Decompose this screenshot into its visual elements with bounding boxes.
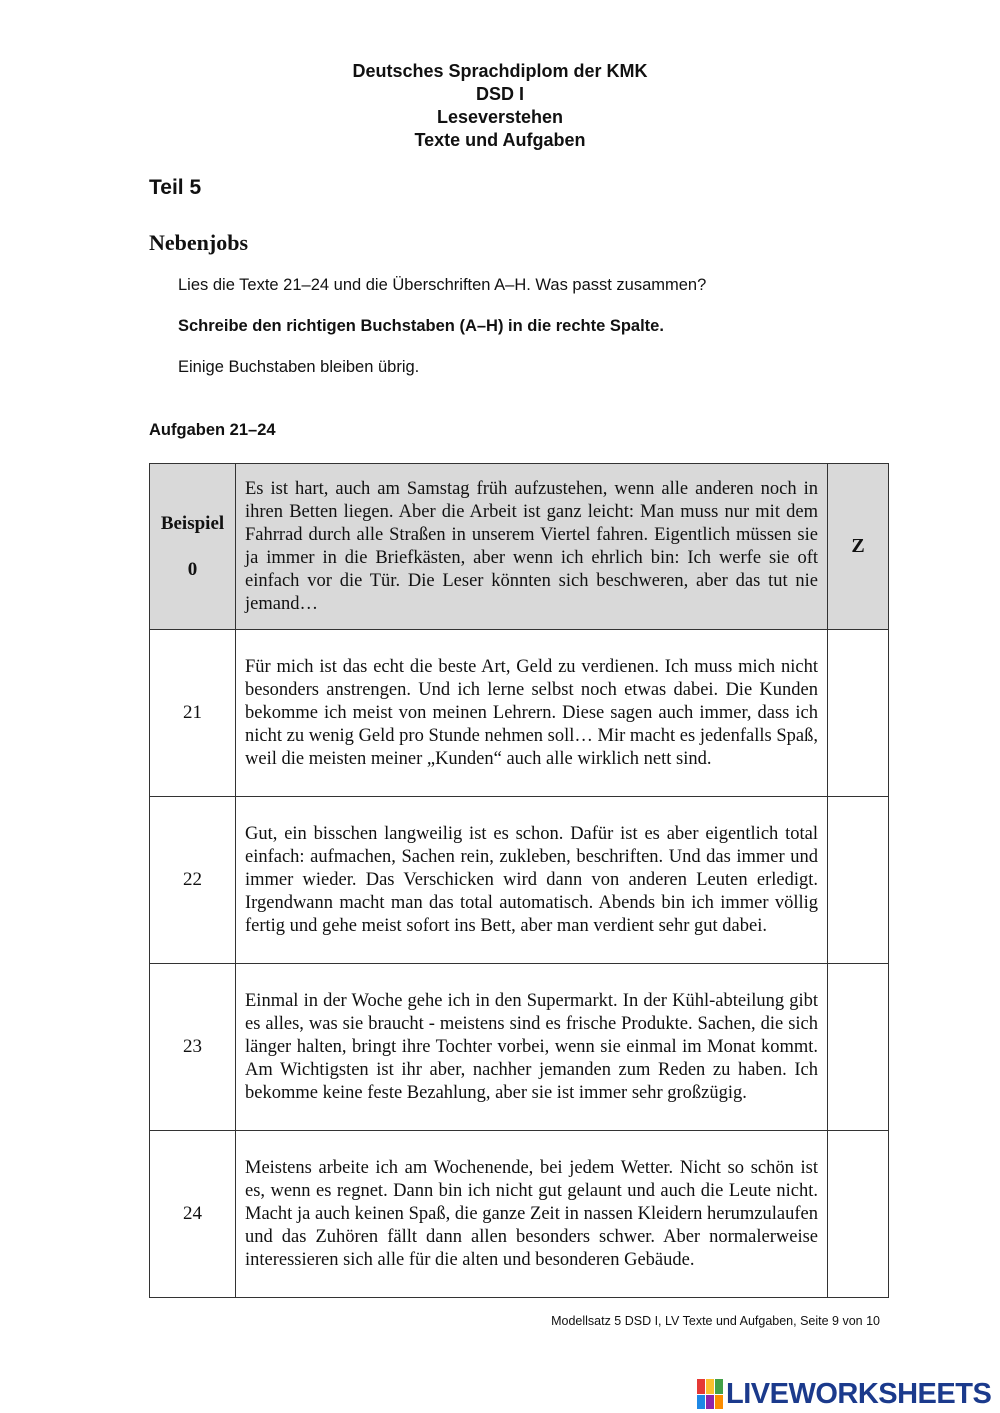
instruction-write: Schreibe den richtigen Buchstaben (A–H) in die rechte Spalte. — [178, 317, 664, 335]
task-text: Meistens arbeite ich am Wochenende, bei jedem Wetter. Nicht so schön ist es, wenn es regnet. Dann bin ich nicht gut gelaunt und auch die Leute nicht. Macht ja auch keinen Spaß, die ganze Zeit in nassen Kleidern herumzulaufen und das Zuhören fällt dann allen besonders schwer. Aber normalerweise interessieren sich alle für die alten und besonderen Gebäude. — [236, 1131, 828, 1298]
task-number: 21 — [150, 630, 236, 797]
example-label-cell — [150, 464, 236, 630]
example-text: Es ist hart, auch am Samstag früh aufzustehen, wenn alle anderen noch in ihren Betten liegen. Aber die Arbeit ist ganz leicht: Man muss nur mit dem Fahrrad durch alle Straßen in unserem Viertel fahren. Eigentlich müssen sie ja immer in die Briefkästen, aber wenn ich ehrlich bin: Ich werfe sie oft einfach vor die Tür. Die Leser könnten sich beschweren, aber das tut nie jemand… — [236, 464, 828, 630]
task-number: 24 — [150, 1131, 236, 1298]
answer-field[interactable] — [828, 797, 889, 964]
task-row — [150, 1131, 889, 1298]
task-table — [149, 463, 889, 1298]
section-title: Teil 5 — [149, 176, 202, 199]
document-header — [0, 60, 1000, 152]
liveworksheets-logo — [697, 1377, 991, 1411]
header-line-skill: Leseverstehen — [436, 107, 564, 127]
task-row — [150, 630, 889, 797]
task-row — [150, 797, 889, 964]
header-line-level: DSD I — [475, 84, 524, 104]
task-label: Aufgaben 21–24 — [149, 421, 276, 439]
example-number: 0 — [187, 558, 198, 580]
subtitle: Nebenjobs — [149, 230, 249, 255]
page-footer: Modellsatz 5 DSD I, LV Texte und Aufgaben, Seite 9 von 10 — [551, 1314, 880, 1328]
instruction-read: Lies die Texte 21–24 und die Überschriften A–H. Was passt zusammen? — [178, 276, 707, 294]
instruction-note: Einige Buchstaben bleiben übrig. — [178, 358, 420, 376]
task-text: Einmal in der Woche gehe ich in den Supermarkt. In der Kühl-abteilung gibt es alles, was sie braucht - meistens sind es frische Produkte. Sachen, die sich länger halten, bringt ihre Tochter vorbei, wenn sie einmal im Monat kommt. Am Wichtigsten ist ihr aber, nachher jemanden zum Reden zu haben. Ich bekomme keine feste Bezahlung, aber sie ist immer sehr großzügig. — [236, 964, 828, 1131]
liveworksheets-logo-text: LIVEWORKSHEETS — [726, 1377, 992, 1410]
task-row — [150, 964, 889, 1131]
task-number: 23 — [150, 964, 236, 1131]
header-line-exam: Deutsches Sprachdiplom der KMK — [352, 61, 648, 81]
task-number: 22 — [150, 797, 236, 964]
task-text: Für mich ist das echt die beste Art, Geld zu verdienen. Ich muss mich nicht besonders anstrengen. Und ich lerne selbst noch etwas dabei. Die Kunden bekomme ich meist von meinen Lehrern. Diese sagen auch immer, dass ich nicht zu wenig Geld pro Stunde nehmen soll… Mir macht es jedenfalls Spaß, weil die meisten meiner „Kunden“ auch alle wirklich nett sind. — [236, 630, 828, 797]
answer-field[interactable] — [828, 1131, 889, 1298]
liveworksheets-logo-icon — [697, 1379, 723, 1409]
example-answer: Z — [828, 464, 889, 630]
task-text: Gut, ein bisschen langweilig ist es schon. Dafür ist es aber eigentlich total einfach: aufmachen, Sachen rein, zukleben, beschriften. Und das immer und immer wieder. Das Verschicken wird dann von anderen Leuten erledigt. Irgendwann macht man das total automatisch. Abends bin ich immer völlig fertig und gehe meist sofort ins Bett, aber man verdient sehr gut dabei. — [236, 797, 828, 964]
header-line-part: Texte und Aufgaben — [414, 130, 586, 150]
answer-field[interactable] — [828, 964, 889, 1131]
example-row — [150, 464, 889, 630]
answer-field[interactable] — [828, 630, 889, 797]
example-label: Beispiel — [160, 512, 225, 534]
